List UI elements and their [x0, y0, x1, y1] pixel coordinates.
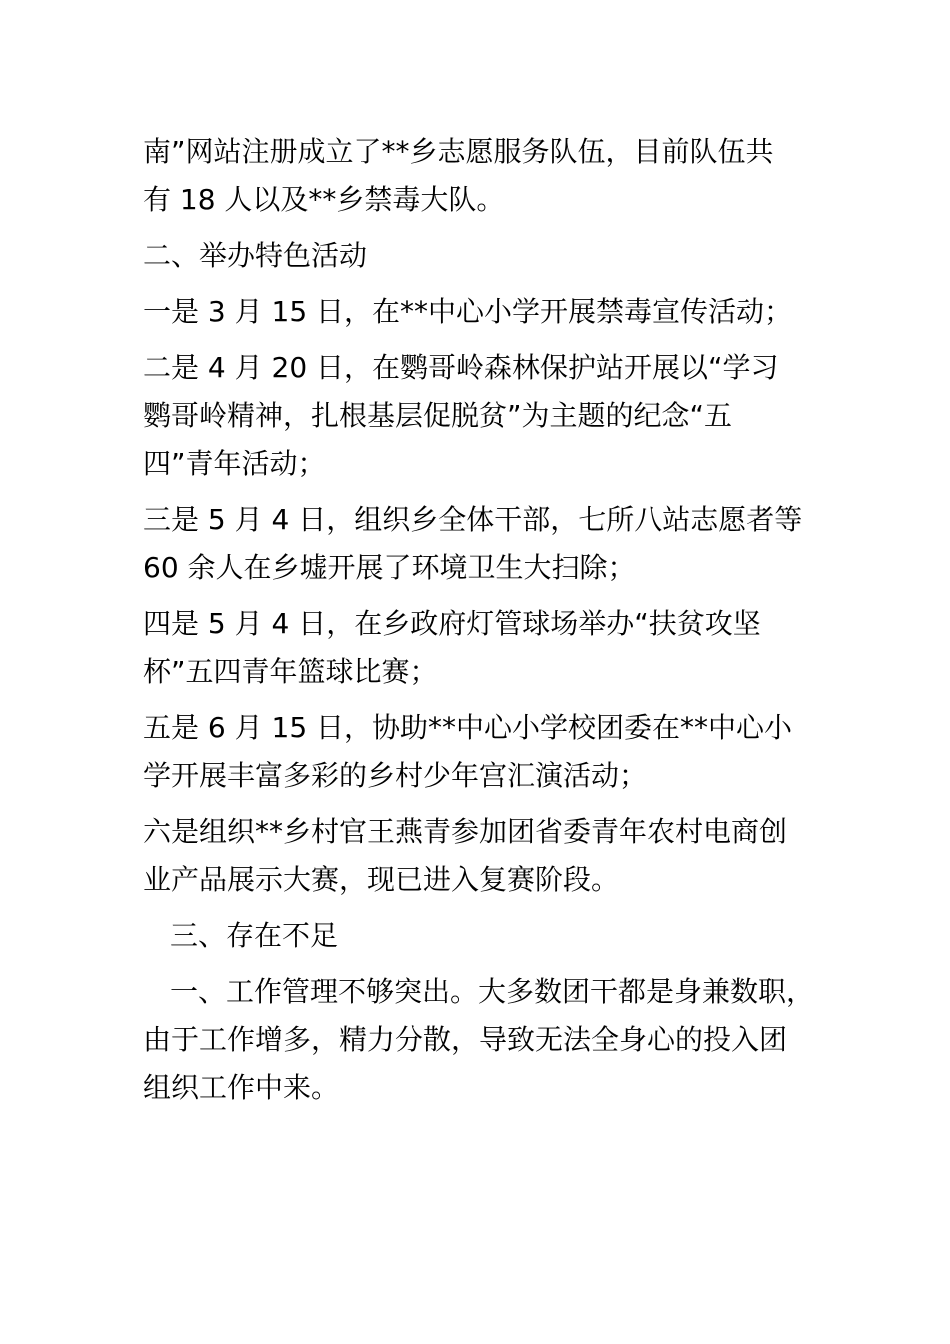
text-line: 业产品展示大赛，现已进入复赛阶段。 — [143, 863, 620, 896]
text-line: 四是 5 月 4 日，在乡政府灯管球场举办“扶贫攻坚 — [143, 607, 761, 640]
paragraph-activity-4 — [143, 600, 823, 696]
text-line: 60 余人在乡墟开展了环境卫生大扫除； — [143, 551, 636, 584]
text-line: 组织工作中来。 — [143, 1071, 340, 1104]
text-line: 三是 5 月 4 日，组织乡全体干部，七所八站志愿者等 — [143, 503, 803, 536]
text-line: 一是 3 月 15 日，在**中心小学开展禁毒宣传活动； — [143, 295, 793, 328]
paragraph-activity-2 — [143, 344, 823, 488]
text-line: 南”网站注册成立了**乡志愿服务队伍，目前队伍共 — [143, 135, 774, 168]
paragraph-activity-5 — [143, 704, 823, 800]
text-line: 五是 6 月 15 日，协助**中心小学校团委在**中心小 — [143, 711, 793, 744]
text-line: 杯”五四青年篮球比赛； — [143, 655, 438, 688]
paragraph-activity-1 — [143, 288, 823, 336]
text-line: 学开展丰富多彩的乡村少年宫汇演活动； — [143, 759, 648, 792]
text-line: 鹦哥岭精神，扎根基层促脱贫”为主题的纪念“五 — [143, 399, 733, 432]
text-line: 一、工作管理不够突出。大多数团干都是身兼数职， — [170, 975, 815, 1008]
section-heading-shortcomings — [143, 912, 823, 960]
paragraph-volunteer-team — [143, 128, 823, 224]
text-line: 由于工作增多，精力分散，导致无法全身心的投入团 — [143, 1023, 788, 1056]
paragraph-shortcoming-1 — [143, 968, 823, 1112]
section-heading-activities — [143, 232, 823, 280]
text-line: 四”青年活动； — [143, 447, 326, 480]
section-heading: 二、举办特色活动 — [143, 239, 368, 272]
text-line: 有 18 人以及**乡禁毒大队。 — [143, 183, 505, 216]
paragraph-activity-3 — [143, 496, 823, 592]
text-line: 六是组织**乡村官王燕青参加团省委青年农村电商创 — [143, 815, 788, 848]
section-heading: 三、存在不足 — [170, 919, 339, 952]
paragraph-activity-6 — [143, 808, 823, 904]
text-line: 二是 4 月 20 日，在鹦哥岭森林保护站开展以“学习 — [143, 351, 779, 384]
document-body — [143, 128, 823, 1120]
